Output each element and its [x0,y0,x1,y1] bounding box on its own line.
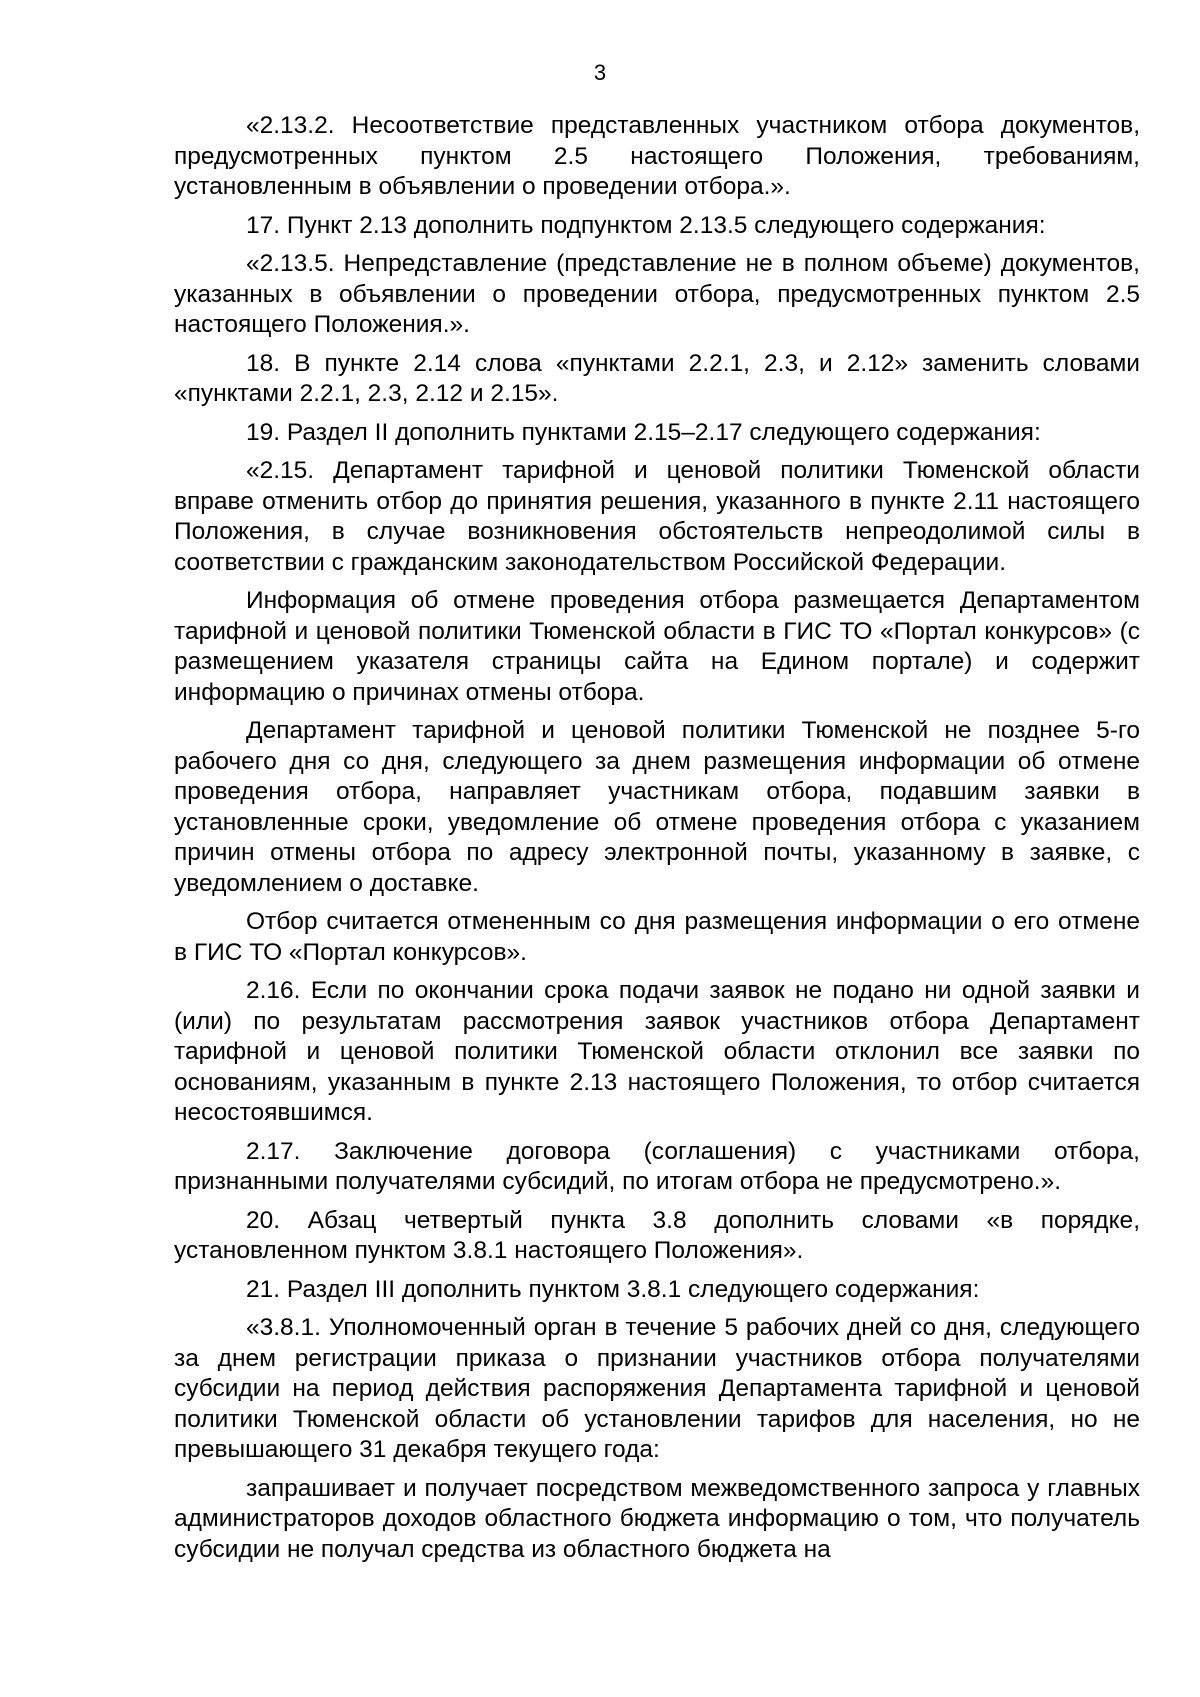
paragraph-item-17: 17. Пункт 2.13 дополнить подпунктом 2.13.5 следующего содержания: [246,211,1046,239]
paragraph-2-17: 2.17. Заключение договора (соглашения) с участниками отбора, признанными получателями субсидий, по итогам отбора не предусмотрено.». [174,1137,1140,1195]
paragraph-3-8-1: «3.8.1. Уполномоченный орган в течение 5 рабочих дней со дня, следующего за днем регистрации приказа о признании участников отбора получателями субсидии на период действия распоряжения Департамента тарифной и ценовой политики Тюменской области об установлении тарифов для населения, но не превышающего 31 декабря текущего года: [174,1314,1140,1463]
paragraph-interagency-request: запрашивает и получает посредством межведомственного запроса у главных администраторов доходов областного бюджета информацию о том, что получатель субсидии не получал средства из областного бюджета на [174,1474,1140,1563]
paragraph-cancellation-notice: Департамент тарифной и ценовой политики Тюменской не позднее 5-го рабочего дня со дня, следующего за днем размещения информации об отмене проведения отбора, направляет участникам отбора, подавшим заявки в установленные сроки, уведомление об отмене проведения отбора с указанием причин отмены отбора по адресу электронной почты, указанному в заявке, с уведомлением о доставке. [174,717,1140,897]
document-body [174,111,1140,1573]
paragraph-item-19: 19. Раздел II дополнить пунктами 2.15–2.17 следующего содержания: [246,418,1041,446]
paragraph-item-18: 18. В пункте 2.14 слова «пунктами 2.2.1, 2.3, и 2.12» заменить словами «пунктами 2.2.1, 2.3, 2.12 и 2.15». [174,349,1140,407]
paragraph-cancellation-info: Информация об отмене проведения отбора размещается Департаментом тарифной и ценовой политики Тюменской области в ГИС ТО «Портал конкурсов» (с размещением указателя страницы сайта на Едином портале) и содержит информацию о причинах отмены отбора. [174,587,1140,706]
paragraph-2-16: 2.16. Если по окончании срока подачи заявок не подано ни одной заявки и (или) по результатам рассмотрения заявок участников отбора Департамент тарифной и ценовой политики Тюменской области отклонил все заявки по основаниям, указанным в пункте 2.13 настоящего Положения, то отбор считается несостоявшимся. [174,977,1140,1126]
paragraph-2-15: «2.15. Департамент тарифной и ценовой политики Тюменской области вправе отменить отбор до принятия решения, указанного в пункте 2.11 настоящего Положения, в случае возникновения обстоятельств непреодолимой силы в соответствии с гражданским законодательством Российской Федерации. [174,457,1140,576]
page-number: 3 [593,60,607,85]
paragraph-item-20: 20. Абзац четвертый пункта 3.8 дополнить словами «в порядке, установленном пунктом 3.8.1 настоящего Положения». [174,1206,1140,1264]
paragraph-2-13-2: «2.13.2. Несоответствие представленных участником отбора документов, предусмотренных пунктом 2.5 настоящего Положения, требованиям, установленным в объявлении о проведении отбора.». [174,112,1140,200]
paragraph-2-13-5: «2.13.5. Непредставление (представление не в полном объеме) документов, указанных в объявлении о проведении отбора, предусмотренных пунктом 2.5 настоящего Положения.». [174,250,1140,338]
paragraph-item-21: 21. Раздел III дополнить пунктом 3.8.1 следующего содержания: [246,1275,980,1303]
paragraph-cancellation-effective: Отбор считается отмененным со дня размещения информации о его отмене в ГИС ТО «Портал конкурсов». [174,908,1140,966]
